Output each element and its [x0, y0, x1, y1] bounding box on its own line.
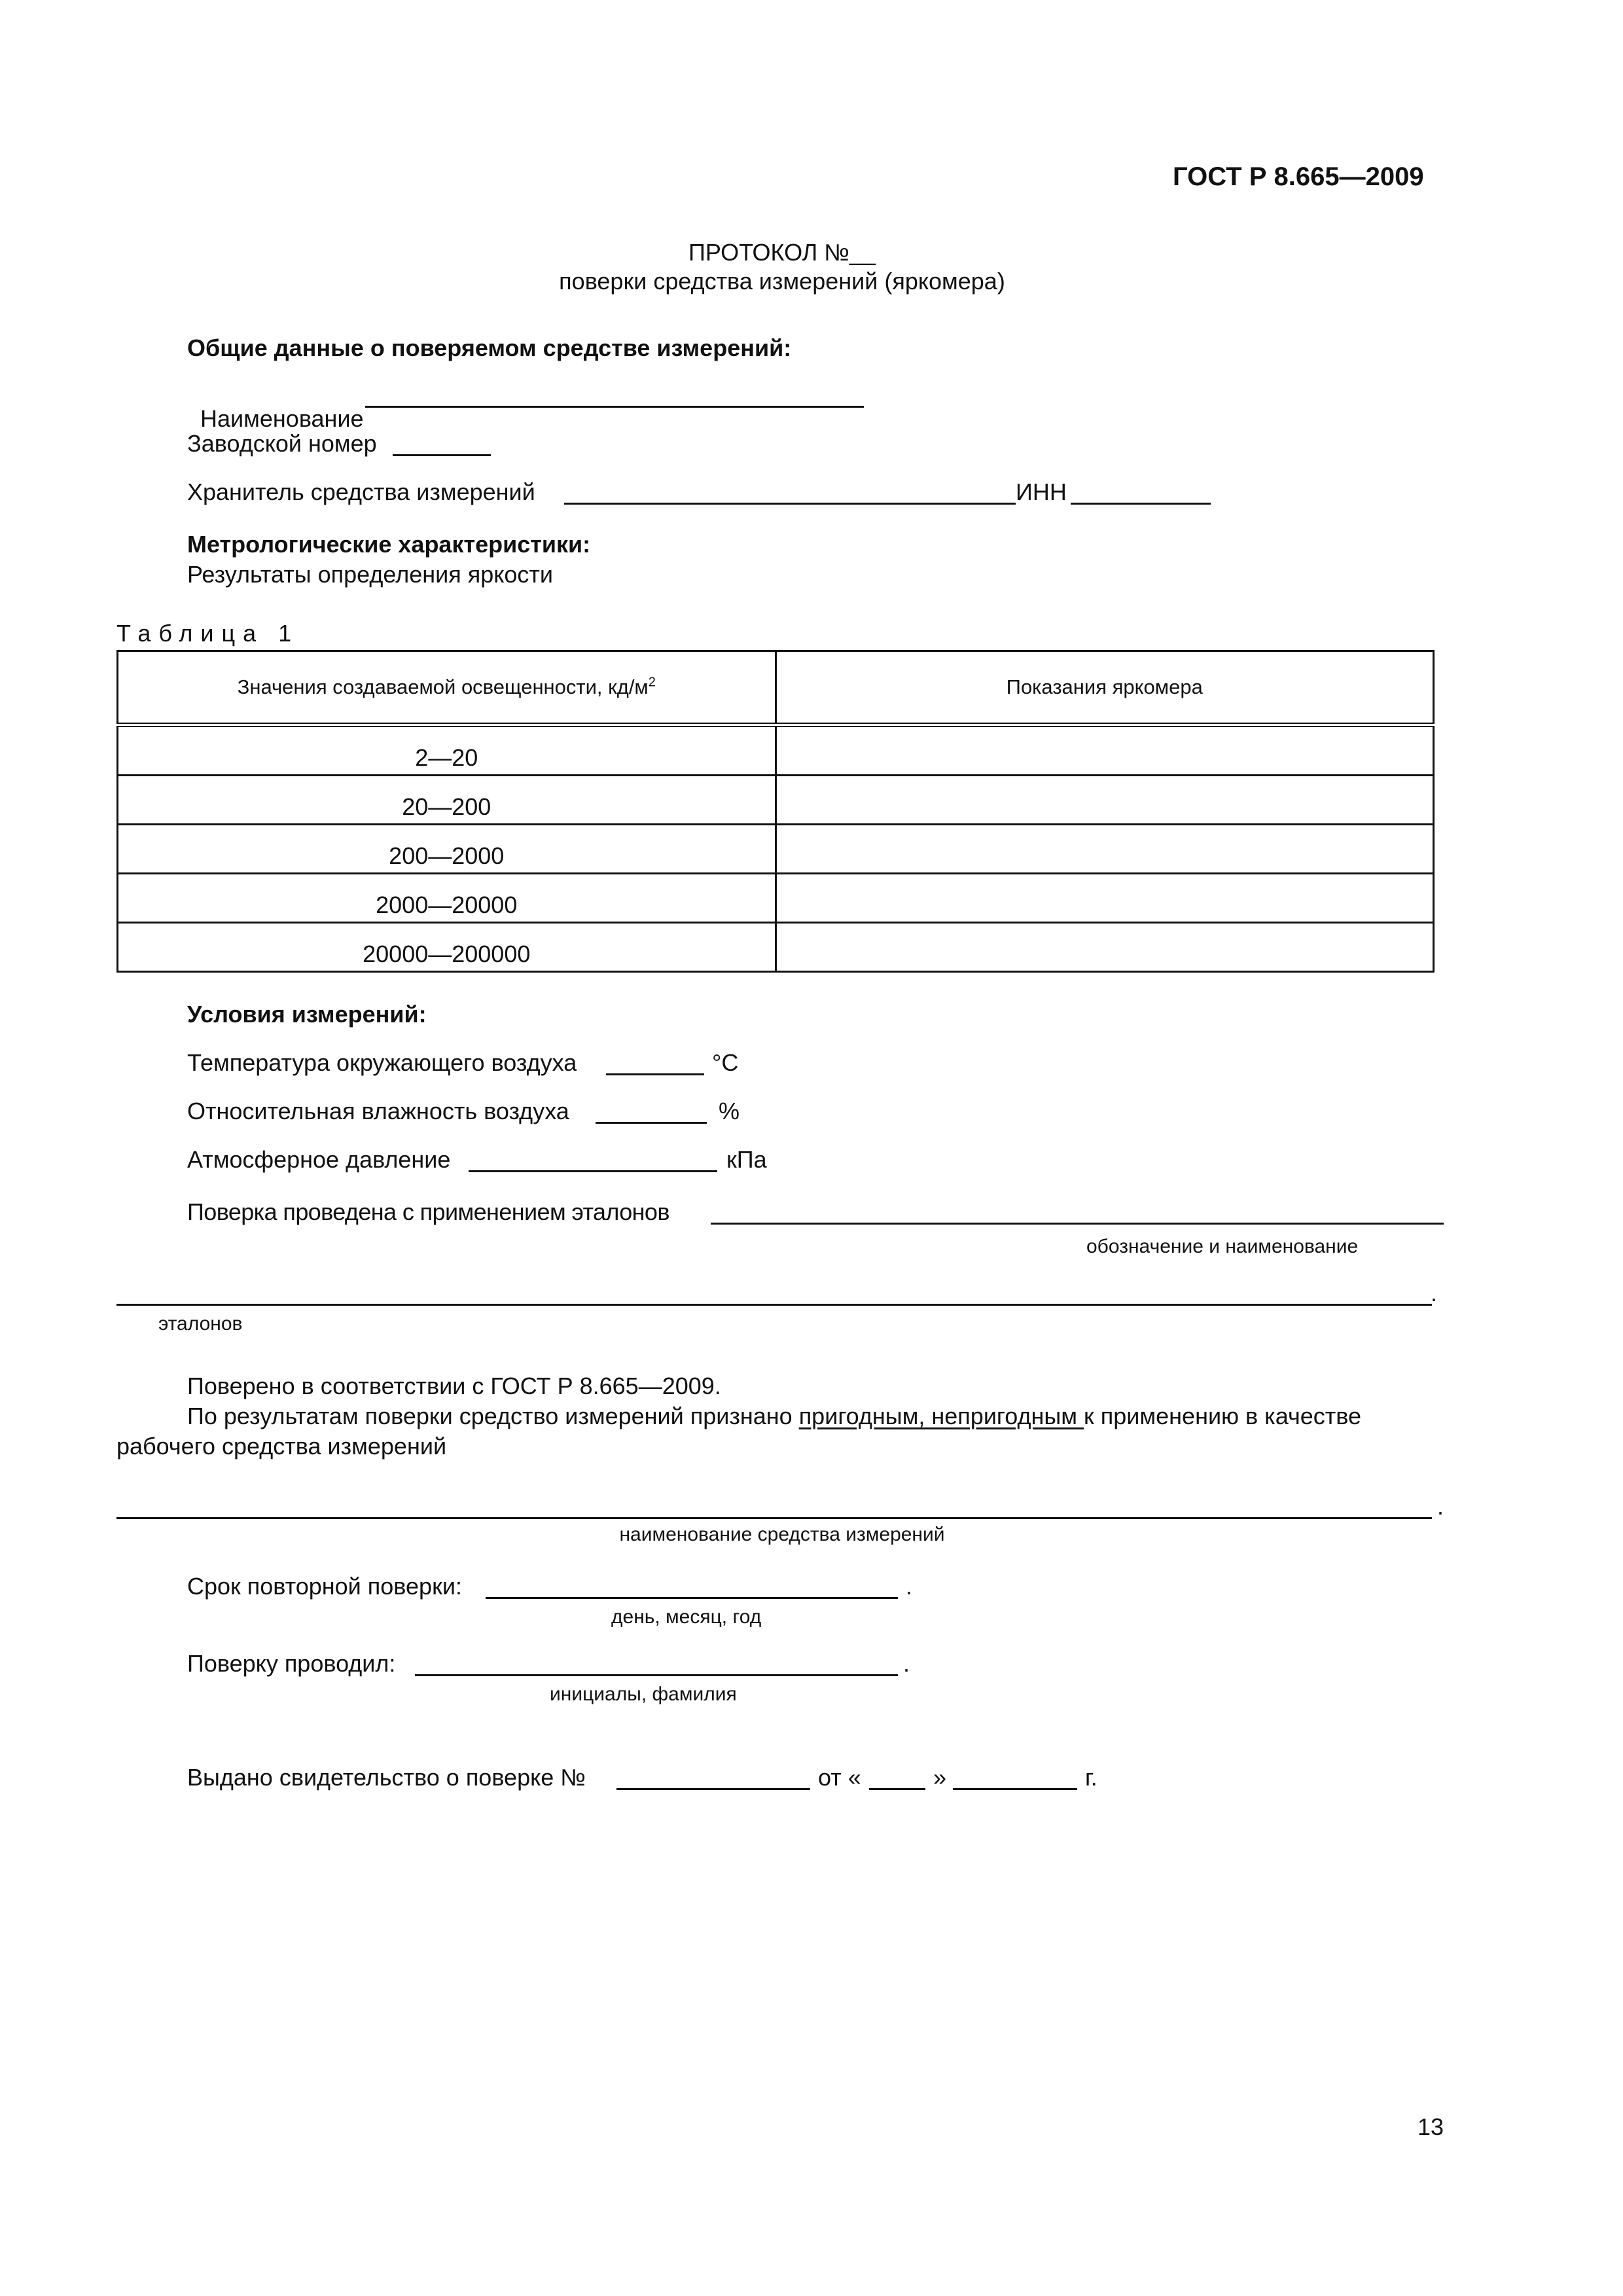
table-row — [118, 923, 1434, 972]
conformity-statement: Поверено в соответствии с ГОСТ Р 8.665—2009. — [187, 1372, 721, 1399]
header-readings: Показания яркомера — [776, 651, 1434, 725]
table-row — [118, 776, 1434, 825]
certificate-day-field[interactable] — [869, 1788, 925, 1790]
table-row — [118, 825, 1434, 874]
standard-code: ГОСТ Р 8.665—2009 — [1173, 162, 1424, 191]
metrology-heading: Метрологические характеристики: — [187, 531, 591, 558]
result-statement: По результатам поверки средство измерений признано пригодным, непригодным к применению в качестве — [187, 1403, 1361, 1429]
range-cell: 200—2000 — [118, 825, 776, 874]
header-superscript: 2 — [648, 675, 656, 690]
range-cell: 2000—20000 — [118, 874, 776, 923]
name-row — [187, 384, 364, 431]
table-row — [118, 725, 1434, 776]
verifier-hint: инициалы, фамилия — [550, 1683, 737, 1705]
certificate-from: от « — [818, 1764, 861, 1791]
range-cell: 20000—200000 — [118, 923, 776, 972]
pressure-label: Атмосферное давление — [187, 1146, 451, 1173]
standards-hint: обозначение и наименование — [1086, 1236, 1359, 1257]
verifier-label: Поверку проводил: — [187, 1650, 396, 1677]
result-options[interactable]: пригодным, непригодным — [798, 1403, 1084, 1429]
metrology-subheading: Результаты определения яркости — [187, 561, 554, 588]
table-header-row — [118, 651, 1434, 725]
brightness-table — [116, 650, 1435, 973]
protocol-subtitle: поверки средства измерений (яркомера) — [559, 268, 1005, 295]
reverification-field[interactable] — [486, 1597, 898, 1599]
reading-cell[interactable] — [776, 825, 1434, 874]
verifier-period: . — [903, 1650, 910, 1677]
humidity-label: Относительная влажность воздуха — [187, 1098, 569, 1124]
humidity-field[interactable] — [596, 1122, 707, 1124]
temperature-field[interactable] — [606, 1073, 704, 1075]
temperature-label: Температура окружающего воздуха — [187, 1049, 577, 1076]
range-cell: 20—200 — [118, 776, 776, 825]
instrument-hint: наименование средства измерений — [619, 1524, 945, 1545]
inn-label: ИНН — [1016, 478, 1067, 505]
table-row — [118, 874, 1434, 923]
result-statement-end: рабочего средства измерений — [116, 1433, 447, 1460]
standards-field[interactable] — [711, 1223, 1444, 1225]
table-caption: Таблица 1 — [116, 620, 300, 647]
keeper-field[interactable] — [564, 503, 1016, 505]
standards-hint-continued: эталонов — [158, 1313, 243, 1335]
humidity-unit: % — [719, 1098, 740, 1124]
instrument-name-field[interactable] — [116, 1517, 1432, 1519]
certificate-label: Выдано свидетельство о поверке № — [187, 1764, 586, 1791]
reading-cell[interactable] — [776, 776, 1434, 825]
certificate-quote-close: » — [933, 1764, 947, 1791]
reading-cell[interactable] — [776, 923, 1434, 972]
reading-cell[interactable] — [776, 874, 1434, 923]
instrument-period: . — [1437, 1493, 1444, 1520]
certificate-month-field[interactable] — [953, 1788, 1077, 1790]
reverification-label: Срок повторной поверки: — [187, 1573, 462, 1600]
protocol-title: ПРОТОКОЛ №__ — [688, 239, 876, 266]
standards-field-continued[interactable] — [116, 1304, 1432, 1306]
general-heading: Общие данные о поверяемом средстве измерений: — [187, 334, 792, 361]
reverification-hint: день, месяц, год — [611, 1606, 762, 1628]
conditions-heading: Условия измерений: — [187, 1001, 427, 1028]
range-cell: 2—20 — [118, 725, 776, 776]
inn-field[interactable] — [1071, 503, 1211, 505]
standards-period: . — [1431, 1280, 1438, 1306]
verifier-field[interactable] — [415, 1674, 898, 1676]
pressure-field[interactable] — [469, 1170, 717, 1172]
serial-label: Заводской номер — [187, 430, 377, 457]
pressure-unit: кПа — [726, 1146, 767, 1173]
reading-cell[interactable] — [776, 725, 1434, 776]
certificate-number-field[interactable] — [616, 1788, 810, 1790]
certificate-year-suffix: г. — [1085, 1764, 1097, 1791]
name-label: Наименование — [200, 405, 364, 432]
keeper-label: Хранитель средства измерений — [187, 478, 535, 505]
standards-label: Поверка проведена с применением эталонов — [187, 1198, 669, 1225]
name-field[interactable] — [365, 406, 864, 408]
header-illuminance: Значения создаваемой освещенности, $кд/м^2$ — [118, 651, 776, 725]
serial-field[interactable] — [393, 454, 491, 456]
page-number: 13 — [1418, 2113, 1444, 2140]
reverification-period: . — [906, 1573, 913, 1600]
temperature-unit: °С — [712, 1049, 739, 1076]
